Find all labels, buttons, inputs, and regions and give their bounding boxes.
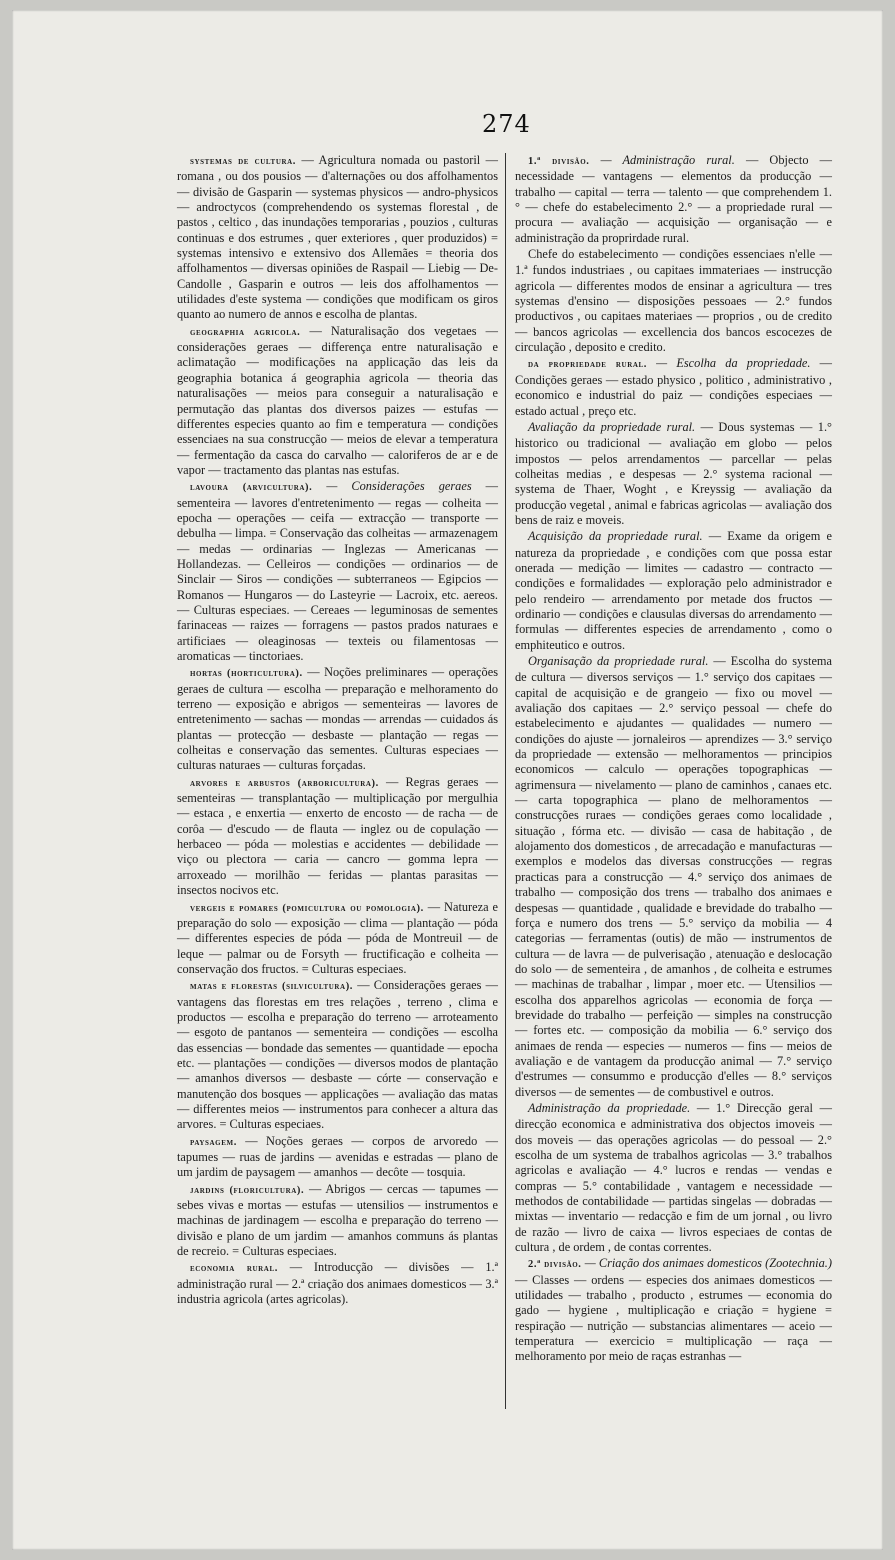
- paragraph-propriedade-rural: da propriedade rural. — Escolha da propriedade. — Condições geraes — estado physico , politico , administrativo , economico e industrial do paiz — condições especiaes — estado actual , preço etc.: [515, 356, 832, 418]
- paragraph-lavoura: lavoura (arvicultura). — Considerações geraes — sementeira — lavores d'entretenimento — regas — colheita — epocha — operações — ceifa — extracção — transporte — debulha — limpa. = Conservação das colheitas — armazenagem — medas — ordinarias — Inglezas — Americanas — Hollandezas. — Celleiros — condições — ordinarios — de Sinclair — Siros — condições — subterraneos — Egipcios — Romanos — Hungaros — do Lasteyrie — Lacroix, etc. aereos. — Culturas especiaes. — Cereaes — leguminosas de sementes farinaceas — raizes — forragens — pastos prados naturaes e artificiaes — oleaginosas — texteis ou filamentosas — aromaticas — tinctoriaes.: [177, 479, 498, 663]
- paragraph-systemas-de-cultura: systemas de cultura. — Agricultura nomada ou pastoril — romana , ou dos pousios — d'alternações ou dos affolhamentos — divisão de Gasparin — systemas physicos — andro-physicos — androctycos (comprehendendo os systemas florestal , de pastos , celtico , das inundações temporarias , pouzios , culturas continuas e dos estrumes , quer exteriores , quer produzidos) = systemas intensivo e extensivo dos Allemães = theoria dos affolhamentos — diversas opiniões de Raspail — Liebig — De-Candolle , Gasparin e outros — leis dos affolhamentos — utilidades d'este systema — condições que modificam os giros quanto ao numero de annos e escolha de plantas.: [177, 153, 498, 322]
- paragraph-matas-e-florestas: matas e florestas (silvicultura). — Considerações geraes — vantagens das florestas em tres relações , terreno , clima e productos — escolha e preparação do terreno — arroteamento — esgoto de pantanos — sementeira — condições — escolha das essencias — bondade das sementes — quantidade — epocha etc. — plantações — condições — diversos modos de plantação — amanhos diversos — desbaste — córte — conservação e manutenção dos bosques — applicações — avaliação das matas — differentes meios — instrumentos para conhecer a altura das arvores. = Culturas especiaes.: [177, 978, 498, 1132]
- right-column: [515, 153, 832, 1366]
- paragraph-paysagem: paysagem. — Noções geraes — corpos de arvoredo — tapumes — ruas de jardins — avenidas e estradas — plano de um jardim de paysagem — amanhos — decôte — tosquia.: [177, 1133, 498, 1180]
- paragraph-organisacao: Organisação da propriedade rural. — Escolha do systema de cultura — diversos serviços — 1.° serviço dos capitaes — capital de acquisição e de grangeio — fixo ou movel — avaliação dos capitaes — 2.° serviço pessoal — chefe do estabelecimento e ajudantes — qualidades — numero — condições do ajuste — jornaleiros — aprendizes — 3.° serviço da propriedade — extensão — melhoramentos — principios economicos — calculo — operações topographicas — agrimensura — nivelamento — plano de caminhos , canaes etc. — carta topographica — plano de melhoramentos — construcções ruraes — condições geraes como localidade , situação , fórma etc. — divisão — casa de habitação , de alojamento dos domesticos , de arrecadação e manufacturas — exemplos e modelos das diversas construcções — regras practicas para a construcção — 4.° serviço dos animaes de trabalho — composição dos trens — trabalho dos animaes e despesas — quantidade , qualidade e brevidade do trabalho — força e numero dos trens — 5.° serviço da mobilia — 4 categorias — ferramentas (outis) de mão — instrumentos de cultura — de lavra — de pulverisação , atenuação e deslocação do solo — de sementeira , de amanhos , de colheita e estrumes — machinas de trabalhar , limpar , moer etc. — Utensilios — escolha dos apparelhos agricolas — economia de força — brevidade do trabalho — perfeição — simples na construcção — fortes etc. — composição da mobilia — 6.° serviço dos animaes de renda — especies — numeros — fins — meios de avaliação e de vantagem da producção animal — 7.° serviço d'estrumes — consummo e producção d'elles — 8.° serviços diversos — de sementes — de combustivel e outros.: [515, 654, 833, 1099]
- left-column: [177, 153, 498, 1308]
- paragraph-acquisicao: Acquisição da propriedade rural. — Exame da origem e natureza da propriedade , e condições com que possa estar onerada — medição — limites — cadastro — contracto — condições e formalidades — exploração pelo administrador e pelo rendeiro — arrendamento por metade dos fructos — ordinario — condições e clausulas diversas do arrendamento — formulas — differentes especies de arrendamento , como o emphiteutico e outros.: [515, 529, 832, 652]
- paragraph-administracao-rural: 1.ª divisão. — Administração rural. — Objecto — necessidade — vantagens — elementos da producção — trabalho — capital — terra — talento — que comprehendem 1.° — chefe do estabelecimento 2.° — a propriedade rural — procura — avaliação — acquisição — organisação — e administração da proprirdade rural.: [515, 153, 832, 245]
- paragraph-geographia-agricola: geographia agricola. — Naturalisação dos vegetaes — considerações geraes — differença entre naturalisação e aclimatação — modificações na applicação das leis da geographia botanica á geographia agricola — theoria das naturalisações — meios para conseguir a naturalisação e permutação das plantas dos diversos paizes — estufas — differentes especies quanto ao fim e temperatura — condições essenciaes na sua construcção — meios de elevar a temperatura — fermentação da casca do carvalho — caloriferos de ar e de vapor — tractamento das plantas nas estufas.: [177, 323, 498, 477]
- paragraph-jardins: jardins (floricultura). — Abrigos — cercas — tapumes — sebes vivas e mortas — estufas — utensilios — instrumentos e machinas de jardinagem — escolha e preparação do terreno — divisão e plano de um jardim — amanhos communs ás plantas de recreio. = Culturas especiaes.: [177, 1181, 498, 1259]
- page-number: 274: [482, 110, 531, 138]
- column-divider: [505, 153, 506, 1409]
- paragraph-vergeis-e-pomares: vergeis e pomares (pomicultura ou pomologia). — Natureza e preparação do solo — exposição — clima — plantação — póda — differentes especies de póda — póda de Montreuil — de leque — palmar ou de Forsyth — fructificação e colheita — conservação dos fructos. = Culturas especiaes.: [177, 899, 499, 976]
- paragraph-administracao-propriedade: Administração da propriedade. — 1.° Direcção geral — direcção economica e administrativa dos objectos imoveis — dos moveis — das operações agricolas — do pessoal — 2.° escolha de um systema de trabalhos agricolas — 3.° trabalhos agricolas e avaliação — 4.° lucros e rendas — vendas e compras — 5.° contabilidade , vantagem e necessidade — methodos de contabilidade — partidas singelas — dobradas — mixtas — inventario — redacção e fim de um jornal , ou livro de razão — livro de caixa — livros especiaes de contas de cultura , de ordem , de contas correntes.: [515, 1100, 833, 1255]
- paragraph-hortas: hortas (horticultura). — Noções preliminares — operações geraes de cultura — escolha — preparação e melhoramento do terreno — exposição e abrigos — sementeiras — lavores de entretenimento — sachas — mondas — arrendas — cuidados ás plantas — protecção — desbaste — plantação — regas — colheitas e conservação das sementes. Culturas especiaes — culturas naturaes — culturas forçadas.: [177, 665, 498, 773]
- document-page: [12, 10, 883, 1550]
- paragraph-avaliacao: Avaliação da propriedade rural. — Dous systemas — 1.° historico ou tradicional — avaliação em globo — pelos impostos — pelos arrendamentos — parcellar — pelas colheitas medias , e despesas — 2.° systema racional — systema de Thaer, Woght , e Kreyssig — avaliação da producção vegetal , animal e fabricas agricolas — avaliação dos bens de raiz e moveis.: [515, 419, 832, 527]
- paragraph-economia-rural: economia rural. — Introducção — divisões — 1.ª administração rural — 2.ª criação dos animaes domesticos — 3.ª industria agricola (artes agricolas).: [177, 1260, 498, 1307]
- paragraph-criacao-animaes: 2.ª divisão. — Criação dos animaes domesticos (Zootechnia.) — Classes — ordens — especies dos animaes domesticos — utilidades — trabalho , producto , estrumes — economia do gado — hygiene , multiplicação e criação = hygiene = respiração — nutrição — substancias alimentares — aceio — temperatura — exercicio = multiplicação — raça — melhoramento por meio de raças estranhas —: [515, 1256, 832, 1364]
- paragraph-chefe-do-estabelecimento: Chefe do estabelecimento — condições essenciaes n'elle — 1.ª fundos industriaes , ou capitaes immateriaes — instrucção agricola — differentes modos de ensinar a agricultura — tres systemas d'ensino — disposições pessoaes — 2.° fundos productivos , ou capitaes materiaes — proprios , ou de credito — bancos agricolas — excellencia dos bancos escocezes de circulação , deposito e credito.: [515, 247, 832, 355]
- paragraph-arvores-e-arbustos: arvores e arbustos (arboricultura). — Regras geraes — sementeiras — transplantação — multiplicação por mergulhia — estaca , e enxertia — enxerto de encosto — de racha — de corôa — d'escudo — de flauta — inglez ou de copulação — herbaceo — póda — molestias e accidentes — debilidade — viço ou plectora — caria — cancro — gomma lepra — arroxeado — morilhão — feridas — plantas parasitas — insectos nocivos etc.: [177, 774, 498, 898]
